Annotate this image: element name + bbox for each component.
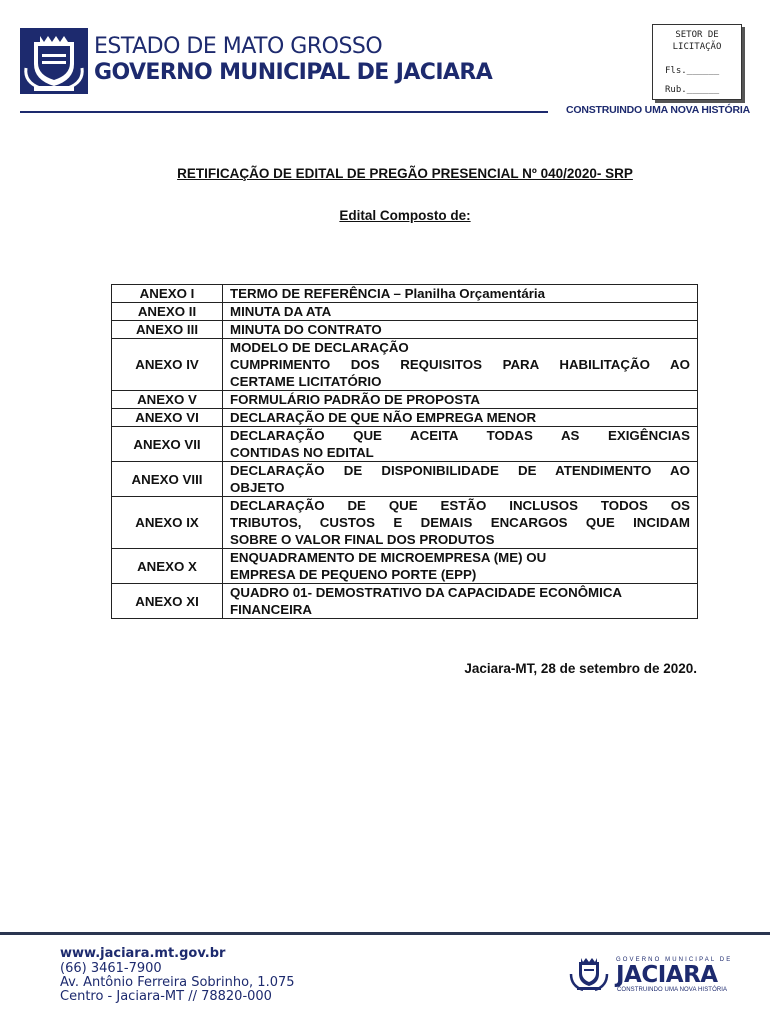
annex-description [223,303,698,321]
annex-label: ANEXO VI [112,409,223,427]
annex-line: DECLARAÇÃO DE QUE NÃO EMPREGA MENOR [230,410,537,425]
footer-logo-gov: GOVERNO MUNICIPAL DE [616,957,733,963]
footer-logo-slogan: CONSTRUINDO UMA NOVA HISTÓRIA [617,987,728,993]
annex-description [223,339,698,391]
annex-label: ANEXO IV [112,339,223,391]
annex-label: ANEXO III [112,321,223,339]
table-row [112,462,698,497]
table-row [112,549,698,584]
annex-description [223,584,698,619]
annex-description [223,321,698,339]
header-slogan: CONSTRUINDO UMA NOVA HISTÓRIA [566,104,750,116]
annex-line: DECLARAÇÃO DE QUE ESTÃO INCLUSOS TODOS OS [230,498,690,513]
annex-line: FINANCEIRA [230,602,312,617]
annex-label: ANEXO I [112,285,223,303]
footer-logo-name: JACIARA [616,962,718,988]
annex-line: FORMULÁRIO PADRÃO DE PROPOSTA [230,392,480,407]
footer-city: Centro - Jaciara-MT // 78820-000 [60,989,272,1004]
annex-description [223,285,698,303]
annex-line: EMPRESA DE PEQUENO PORTE (EPP) [230,567,477,582]
annex-table [111,284,698,619]
annex-description [223,462,698,497]
annex-label: ANEXO XI [112,584,223,619]
annex-line: MINUTA DO CONTRATO [230,322,382,337]
annex-label: ANEXO VIII [112,462,223,497]
annex-line: SOBRE O VALOR FINAL DOS PRODUTOS [230,532,495,547]
annex-description [223,391,698,409]
table-row [112,285,698,303]
annex-line: TRIBUTOS, CUSTOS E DEMAIS ENCARGOS QUE INCIDAM [230,515,690,530]
annex-label: ANEXO II [112,303,223,321]
footer-divider [0,932,770,935]
annex-line: DECLARAÇÃO DE DISPONIBILIDADE DE ATENDIMENTO AO [230,463,690,478]
document-date: Jaciara-MT, 28 de setembro de 2020. [464,661,697,676]
government-line: GOVERNO MUNICIPAL DE JACIARA [94,60,493,85]
annex-line: MINUTA DA ATA [230,304,332,319]
document-title: RETIFICAÇÃO DE EDITAL DE PREGÃO PRESENCIAL Nº 040/2020- SRP [177,166,633,181]
document-subtitle: Edital Composto de: [339,208,471,223]
stamp-fls: Fls.______ [665,66,720,76]
annex-line: CUMPRIMENTO DOS REQUISITOS PARA HABILITAÇÃO AO [230,357,690,372]
annex-line: CERTAME LICITATÓRIO [230,374,382,389]
state-line: ESTADO DE MATO GROSSO [94,34,383,59]
annex-description [223,427,698,462]
table-row [112,339,698,391]
table-row [112,584,698,619]
annex-description [223,497,698,549]
annex-label: ANEXO V [112,391,223,409]
annex-line: TERMO DE REFERÊNCIA – Planilha Orçamentária [230,286,546,301]
municipal-crest-icon [20,28,88,94]
annex-label: ANEXO VII [112,427,223,462]
table-row [112,303,698,321]
header-divider [20,111,548,113]
annex-line: ENQUADRAMENTO DE MICROEMPRESA (ME) OU [230,550,547,565]
protocol-stamp [652,24,742,100]
annex-description [223,549,698,584]
table-row [112,391,698,409]
footer-crest-icon [567,956,611,992]
footer-address: Av. Antônio Ferreira Sobrinho, 1.075 [60,975,295,990]
annex-line: QUADRO 01- DEMOSTRATIVO DA CAPACIDADE ECONÔMICA [230,585,623,600]
annex-label: ANEXO IX [112,497,223,549]
table-row [112,409,698,427]
table-row [112,321,698,339]
table-row [112,497,698,549]
annex-line: CONTIDAS NO EDITAL [230,445,374,460]
annex-label: ANEXO X [112,549,223,584]
footer-phone: (66) 3461-7900 [60,961,162,976]
annex-line: OBJETO [230,480,285,495]
stamp-line-2: LICITAÇÃO [672,42,722,52]
annex-description [223,409,698,427]
annex-line: DECLARAÇÃO QUE ACEITA TODAS AS EXIGÊNCIAS [230,428,690,443]
stamp-line-1: SETOR DE [675,30,719,40]
stamp-rub: Rub.______ [665,85,720,95]
table-row [112,427,698,462]
annex-line: MODELO DE DECLARAÇÃO [230,340,409,355]
footer-website-link[interactable]: www.jaciara.mt.gov.br [60,946,226,961]
